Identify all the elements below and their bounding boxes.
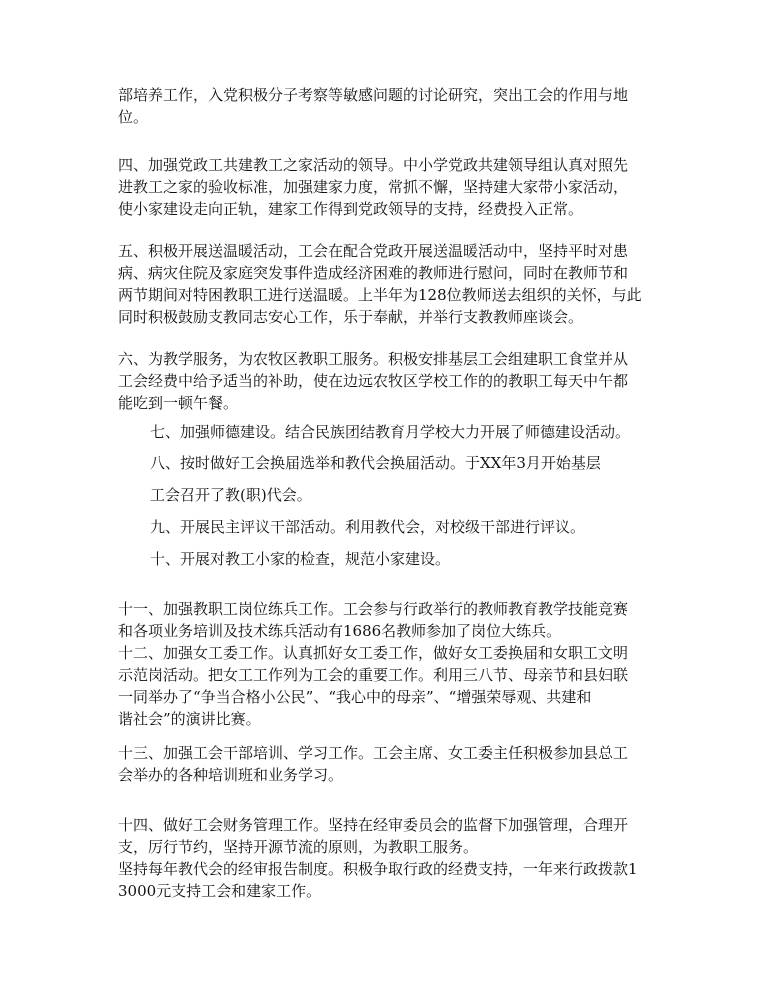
paragraph-item-14: 十四、做好工会财务管理工作。坚持在经审委员会的监督下加强管理，合理开 支，厉行节约，坚持开源节流的原则，为教职工服务。 坚持每年教代会的经审报告制度。积极争取行政的经费支持，一年来行政拨款1 3000元支持工会和建家工作。 <box>118 816 638 900</box>
paragraph-item-4: 四、加强党政工共建教工之家活动的领导。中小学党政共建领导组认真对照先 进教工之家的验收标准，加强建家力度，常抓不懈，坚持建大家带小家活动， 使小家建设走向正轨，建家工作得到党政领导的支持，经费投入正常。 <box>118 156 629 218</box>
paragraph-item-5: 五、积极开展送温暖活动，工会在配合党政开展送温暖活动中，坚持平时对患 病、病灾住院及家庭突发事件造成经济困难的教师进行慰问，同时在教师节和 两节期间对特困教职工进行送温暖。上半年为128位教师送去组织的关怀，与此 同时积极鼓励支教同志安心工作，乐于奉献，并举行支教教师座谈会。 <box>118 242 642 326</box>
paragraph-item-6: 六、为教学服务，为农牧区教职工服务。积极安排基层工会组建职工食堂并从 工会经费中给予适当的补助，使在边远农牧区学校工作的的教职工每天中午都 能吃到一顿午餐。 <box>118 350 629 412</box>
paragraph-items-11-12: 十一、加强教职工岗位练兵工作。工会参与行政举行的教师教育教学技能竞赛 和各项业务培训及技术练兵活动有1686名教师参加了岗位大练兵。 十二、加强女工委工作。认真抓好女工委工作，做好女工委换届和女职工文明 示范岗活动。把女工工作列为工会的重要工作。利用三八节、母亲节和县妇联 一同举办了“争当合格小公民”、“我心中的母亲”、“增强荣辱观、共建和 谐社会”的演讲比赛。 <box>118 600 629 728</box>
paragraph-item-10: 十、开展对教工小家的检查，规范小家建设。 <box>150 550 451 568</box>
paragraph-item-7: 七、加强师德建设。结合民族团结教育月学校大力开展了师德建设活动。 <box>150 423 631 441</box>
paragraph-item-9: 九、开展民主评议干部活动。利用教代会，对校级干部进行评议。 <box>150 518 586 536</box>
paragraph-item-8-cont: 工会召开了教(职)代会。 <box>150 486 312 504</box>
paragraph-item-8: 八、按时做好工会换届选举和教代会换届活动。于XX年3月开始基层 <box>150 454 601 472</box>
paragraph-item-13: 十三、加强工会干部培训、学习工作。工会主席、女工委主任积极参加县总工 会举办的各种培训班和业务学习。 <box>118 744 629 784</box>
paragraph-party-training: 部培养工作，入党积极分子考察等敏感问题的讨论研究，突出工会的作用与地 位。 <box>118 86 629 126</box>
